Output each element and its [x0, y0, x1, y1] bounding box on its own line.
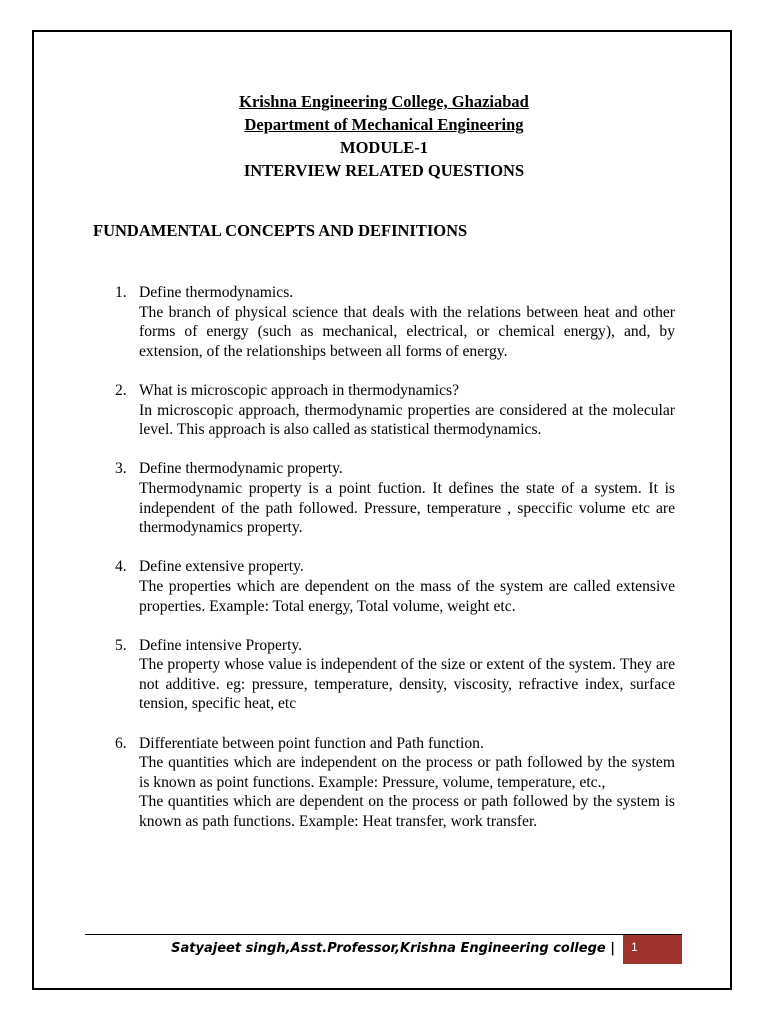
page-number-badge: 1 [623, 935, 682, 964]
question-number: 4. [115, 558, 127, 576]
question-item [115, 381, 675, 440]
module-title: MODULE-1 [340, 138, 428, 157]
footer-author-text: Satyajeet singh,Asst.Professor,Krishna Engineering college [171, 941, 606, 956]
question-text: Define intensive Property. [139, 636, 303, 654]
footer-author [85, 939, 615, 959]
question-number: 2. [115, 381, 127, 399]
document-subtitle: INTERVIEW RELATED QUESTIONS [243, 161, 525, 180]
question-item [115, 636, 675, 714]
answer-text: The quantities which are independent on the process or path followed by the system is known as point functions. Example: Pressure, volume, temperature, etc., [139, 754, 675, 791]
answer-text: The properties which are dependent on the mass of the system are called extensive properties. Example: Total energy, Total volume, weight etc. [139, 577, 675, 615]
question-number: 1. [115, 284, 127, 301]
footer-divider [85, 934, 682, 935]
question-item [115, 283, 675, 361]
answer-text: In microscopic approach, thermodynamic properties are considered at the molecular level. This approach is also called as statistical thermodynamics. [139, 401, 675, 439]
answer-text: The property whose value is independent of the size or extent of the system. They are not additive. eg: pressure, temperature, density, viscosity, refractive index, surface tension, specific heat, etc [139, 656, 675, 713]
question-text: Define thermodynamic property. [139, 460, 343, 478]
department-name: Department of Mechanical Engineering [244, 115, 524, 134]
question-number: 6. [115, 734, 127, 752]
answer-text: Thermodynamic property is a point fuction. It defines the state of a system. It is independent of the path followed. Pressure, temperature , speccific volume etc are thermodynamics property. [139, 479, 675, 537]
question-number: 5. [115, 636, 127, 654]
question-item [115, 459, 675, 537]
answer-text: The branch of physical science that deals with the relations between heat and other forms of energy (such as mechanical, electrical, or chemical energy), and, by extension, of the relationships between all forms of energy. [139, 303, 675, 360]
question-text: Define thermodynamics. [139, 284, 294, 301]
question-list [115, 283, 675, 851]
footer-separator: | [610, 941, 615, 956]
document-header [0, 90, 768, 182]
question-number: 3. [115, 460, 127, 478]
section-title: FUNDAMENTAL CONCEPTS AND DEFINITIONS [93, 221, 468, 240]
question-item [115, 557, 675, 616]
question-text: Differentiate between point function and Path function. [139, 734, 484, 752]
question-item [115, 734, 675, 832]
college-name: Krishna Engineering College, Ghaziabad [239, 92, 529, 111]
question-text: What is microscopic approach in thermodynamics? [139, 381, 459, 399]
question-text: Define extensive property. [139, 558, 304, 576]
answer-text-continued: The quantities which are dependent on the process or path followed by the system is known as path functions. Example: Heat transfer, work transfer. [139, 793, 675, 831]
